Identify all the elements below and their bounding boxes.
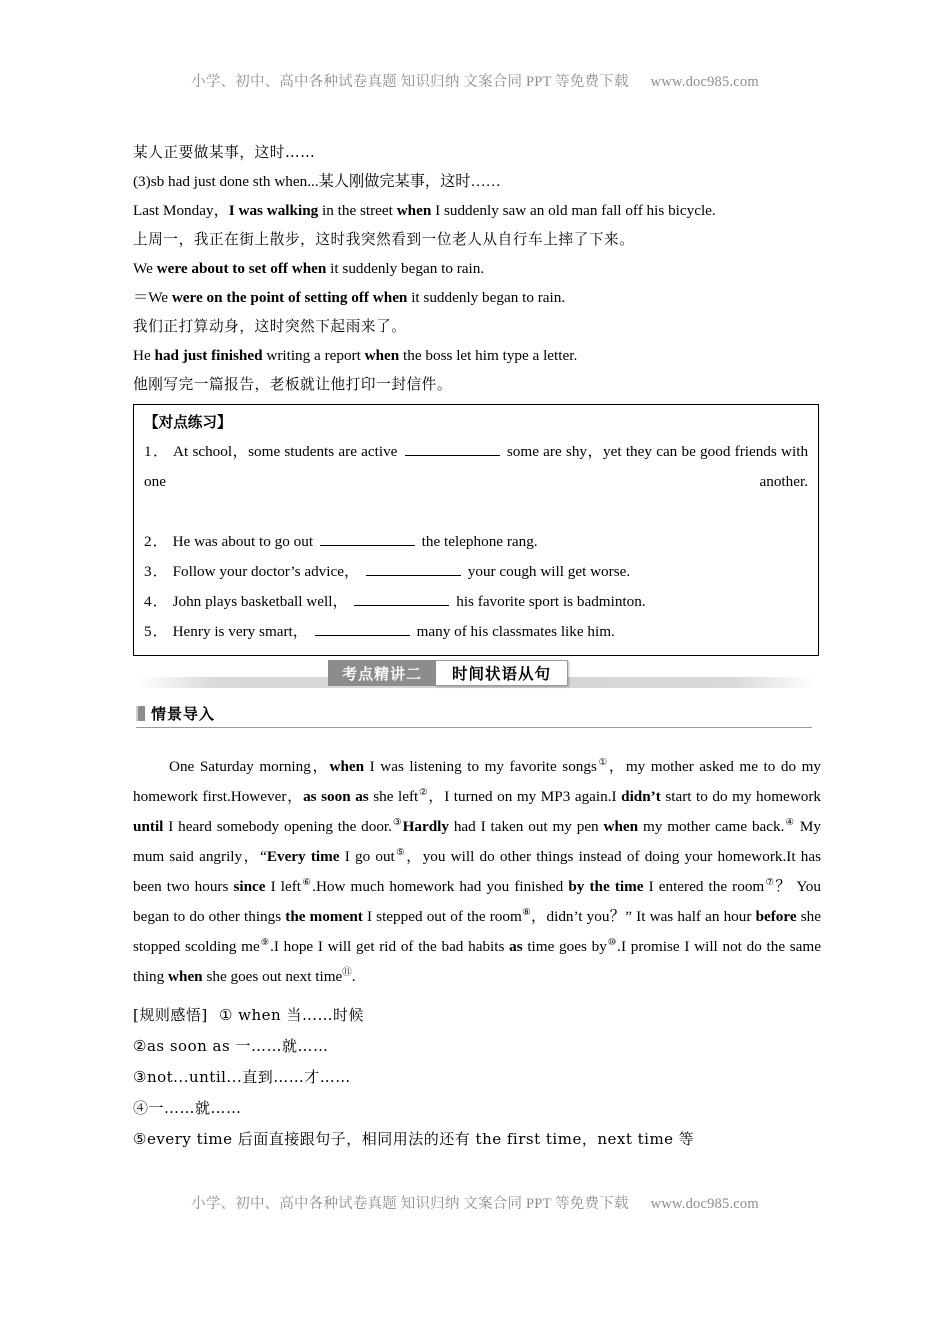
passage-body (133, 758, 821, 985)
note-line-3-pre: Last Monday， (133, 202, 229, 219)
passage-footnote-marker: ① (596, 757, 609, 768)
rules-heading-line (133, 1000, 823, 1031)
practice-question-3-part1: Follow your doctor’s advice， (172, 563, 360, 580)
passage-text: ，didn’t you？” It was half an hour (530, 908, 756, 925)
note-line-2-text: (3)sb had just done sth when...某人刚做完某事，这时…… (133, 173, 501, 190)
note-line-8-pre: He (133, 347, 155, 364)
note-line-3 (133, 196, 823, 225)
passage-text: ？ You began to do other things (133, 878, 821, 925)
passage-text: One Saturday morning， (169, 758, 330, 775)
note-line-5-post: it suddenly began to rain. (326, 260, 485, 277)
passage-footnote-marker: ⑦ (764, 877, 776, 888)
practice-question-2 (144, 527, 808, 557)
note-line-3-post: I suddenly saw an old man fall off his bicycle. (431, 202, 716, 219)
passage-keyword: as (509, 938, 523, 955)
passage-text: I heard somebody opening the door. (163, 818, 392, 835)
top-notes-block (133, 138, 823, 399)
rules-label: [规则感悟] (133, 1006, 208, 1024)
note-line-6-post: it suddenly began to rain. (407, 289, 566, 306)
passage-footnote-marker: ⑩ (606, 937, 618, 948)
passage-text: I stepped out of the room (362, 908, 522, 925)
passage-text: .I hope I will get rid of the bad habits (270, 938, 510, 955)
rule-line-3 (133, 1062, 823, 1093)
note-line-9-text: 他刚写完一篇报告，老板就让他打印一封信件。 (133, 376, 453, 393)
passage-footnote-marker: ② (418, 787, 429, 798)
practice-blank-1[interactable] (405, 442, 500, 456)
subsection-label: 情景导入 (151, 704, 216, 723)
note-line-8-bold-2: when (364, 347, 400, 364)
rule-item-1: ① when 当……时候 (218, 1006, 364, 1024)
practice-box (133, 404, 819, 656)
passage-text: My mum said angrily，“ (133, 818, 821, 865)
subsection-header (136, 702, 812, 728)
passage-keyword: didn’t (621, 788, 661, 805)
practice-question-5-part1: Henry is very smart， (172, 623, 308, 640)
passage-footnote-marker: ③ (391, 817, 403, 828)
practice-blank-2[interactable] (320, 532, 415, 546)
note-line-5-pre: We (133, 260, 157, 277)
note-line-6 (133, 283, 823, 312)
passage-keyword: when (603, 818, 639, 835)
practice-question-1-part1: At school，some students are active (173, 443, 398, 460)
note-line-4-text: 上周一，我正在街上散步，这时我突然看到一位老人从自行车上摔了下来。 (133, 231, 635, 248)
passage-text: .I promise I will not do the same thing (133, 938, 821, 985)
passage-text: start to do my homework (660, 788, 821, 805)
section-banner-tabs (328, 660, 568, 686)
rules-block (133, 1000, 823, 1155)
passage-footnote-marker: ⑥ (301, 877, 313, 888)
rule-item-2: ②as soon as 一……就…… (133, 1037, 329, 1055)
practice-blank-5[interactable] (315, 622, 410, 636)
passage-keyword: the moment (285, 908, 363, 925)
practice-question-2-part1: He was about to go out (172, 533, 314, 550)
note-line-8-mid: writing a report (262, 347, 365, 364)
practice-question-5-part2: many of his classmates like him. (416, 623, 615, 640)
practice-question-5 (144, 617, 808, 647)
watermark-header (0, 70, 950, 91)
rule-item-3: ③not...until...直到……才…… (133, 1068, 351, 1086)
note-line-6-pre: ＝We (133, 289, 172, 306)
passage-text: I entered the room (643, 878, 765, 895)
passage-footnote-marker: ⑧ (521, 907, 531, 918)
watermark-header-text: 小学、初中、高中各种试卷真题 知识归纳 文案合同 PPT 等免费下载 (191, 74, 629, 90)
practice-question-1-part2: some are shy，yet they can be good friends with one another. (144, 443, 809, 490)
bookmark-icon (136, 706, 145, 721)
note-line-8-bold-1: had just finished (154, 347, 263, 364)
passage-footnote-marker: ⑪ (342, 967, 352, 978)
passage-keyword: as soon as (303, 788, 369, 805)
passage-footnote-marker: ④ (784, 817, 796, 828)
rule-line-5 (133, 1124, 823, 1155)
note-line-8 (133, 341, 823, 370)
passage-keyword: Hardly (402, 818, 449, 835)
passage-keyword: when (329, 758, 365, 775)
practice-question-4-part2: his favorite sport is badminton. (456, 593, 646, 610)
note-line-9 (133, 370, 823, 399)
passage-footnote-marker: ⑨ (259, 937, 271, 948)
note-line-3-bold-1: I was walking (228, 202, 319, 219)
note-line-3-bold-2: when (396, 202, 432, 219)
note-line-3-mid: in the street (318, 202, 397, 219)
practice-blank-3[interactable] (366, 562, 461, 576)
passage-text: ，my mother asked me to do my homework first.However， (133, 758, 821, 805)
rule-line-2 (133, 1031, 823, 1062)
passage-text: time goes by (522, 938, 607, 955)
passage-keyword: until (133, 818, 164, 835)
note-line-2 (133, 167, 823, 196)
passage-keyword: by the time (568, 878, 644, 895)
passage-text: I left (265, 878, 302, 895)
practice-question-3-number: 3． (144, 563, 169, 580)
practice-question-1-number: 1． (144, 443, 170, 460)
practice-question-4-part1: John plays basketball well， (172, 593, 348, 610)
watermark-footer-url: www.doc985.com (650, 1196, 759, 1212)
section-banner (136, 660, 814, 688)
passage-text: ，I turned on my MP3 again.I (428, 788, 622, 805)
note-line-4 (133, 225, 823, 254)
subsection-rule (136, 727, 812, 728)
section-tab-index: 考点精讲二 (328, 660, 436, 686)
note-line-5 (133, 254, 823, 283)
practice-question-1 (144, 437, 808, 527)
passage-keyword: before (755, 908, 797, 925)
practice-blank-4[interactable] (354, 592, 449, 606)
passage-keyword: Every time (266, 848, 340, 865)
passage-text: she stopped scolding me (133, 908, 821, 955)
practice-title: 【对点练习】 (144, 414, 232, 431)
passage-text: she left (368, 788, 419, 805)
practice-question-2-part2: the telephone rang. (421, 533, 538, 550)
passage-footnote-marker: ⑤ (394, 847, 407, 858)
note-line-7-text: 我们正打算动身，这时突然下起雨来了。 (133, 318, 407, 335)
watermark-footer-text: 小学、初中、高中各种试卷真题 知识归纳 文案合同 PPT 等免费下载 (191, 1196, 629, 1212)
passage-text: . (351, 968, 356, 985)
practice-question-4 (144, 587, 808, 617)
note-line-5-bold: were about to set off when (156, 260, 327, 277)
note-line-1 (133, 138, 823, 167)
rule-line-4 (133, 1093, 823, 1124)
passage-text: .How much homework had you finished (312, 878, 569, 895)
passage-text: she goes out next time (202, 968, 343, 985)
practice-question-3 (144, 557, 808, 587)
note-line-6-bold: were on the point of setting off when (171, 289, 408, 306)
passage-keyword: since (233, 878, 266, 895)
passage-text: my mother came back. (638, 818, 785, 835)
practice-question-4-number: 4． (144, 593, 169, 610)
watermark-header-url: www.doc985.com (650, 74, 759, 90)
practice-question-5-number: 5． (144, 623, 169, 640)
passage-text: had I taken out my pen (448, 818, 604, 835)
note-line-7 (133, 312, 823, 341)
practice-question-2-number: 2． (144, 533, 169, 550)
passage-text: I go out (339, 848, 395, 865)
passage-keyword: when (168, 968, 203, 985)
scenario-passage (133, 752, 821, 992)
watermark-footer (0, 1192, 950, 1213)
note-line-8-post: the boss let him type a letter. (399, 347, 578, 364)
rule-item-5: ⑤every time 后面直接跟句子，相同用法的还有 the first time，next time 等 (133, 1130, 695, 1148)
note-line-1-text: 某人正要做某事，这时…… (133, 144, 316, 161)
passage-text: ，you will do other things instead of doing your homework.It has been two hours (133, 848, 822, 895)
rule-item-4: ④一……就…… (133, 1099, 242, 1117)
passage-text: I was listening to my favorite songs (364, 758, 597, 775)
practice-question-3-part2: your cough will get worse. (467, 563, 631, 580)
section-tab-title: 时间状语从句 (436, 660, 568, 686)
